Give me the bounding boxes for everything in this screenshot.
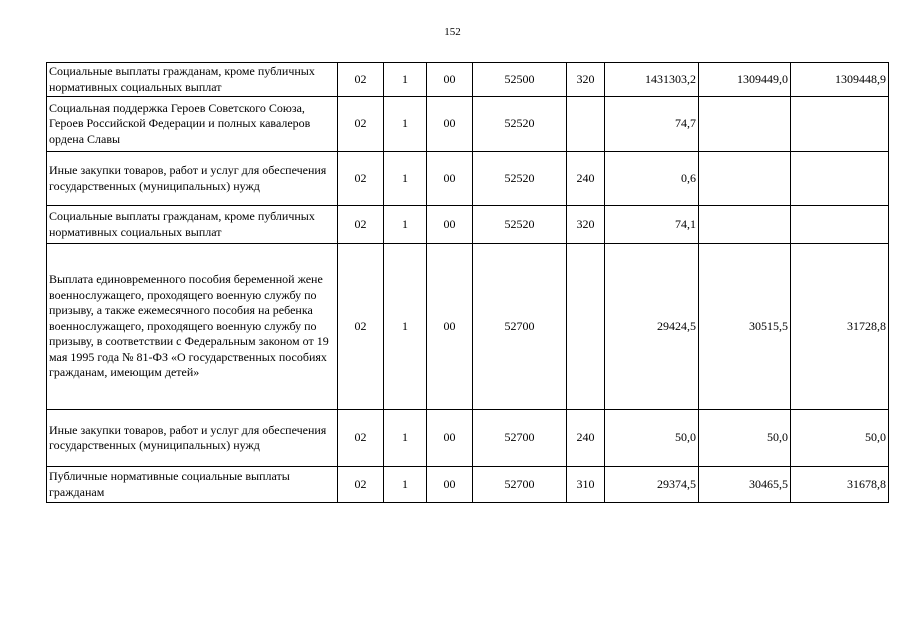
table-row (47, 206, 889, 244)
row-subsection: 1 (384, 152, 427, 206)
row-sum-3: 31728,8 (791, 244, 889, 410)
row-vr (567, 97, 605, 152)
row-sum-3 (791, 97, 889, 152)
table-row (47, 244, 889, 410)
row-program: 00 (427, 63, 473, 97)
row-section: 02 (338, 63, 384, 97)
row-vr: 240 (567, 410, 605, 467)
row-sum-1: 0,6 (605, 152, 699, 206)
row-subsection: 1 (384, 97, 427, 152)
row-sum-2 (699, 152, 791, 206)
row-name: Выплата единовременного пособия беременной жене военнослужащего, проходящего военную службу по призыву, а также ежемесячного пособия на ребенка военнослужащего, проходящего военную службу по призыву, в соответствии с Федеральным законом от 19 мая 1995 года № 81-ФЗ «О государственных пособиях гражданам, имеющим детей» (47, 244, 338, 410)
row-section: 02 (338, 244, 384, 410)
page-number: 152 (444, 26, 461, 38)
row-code: 52700 (473, 244, 567, 410)
row-vr: 240 (567, 152, 605, 206)
row-sum-2 (699, 97, 791, 152)
row-subsection: 1 (384, 63, 427, 97)
row-name: Социальная поддержка Героев Советского Союза, Героев Российской Федерации и полных кавалеров ордена Славы (47, 97, 338, 152)
row-name: Социальные выплаты гражданам, кроме публичных нормативных социальных выплат (47, 63, 338, 97)
row-sum-2: 30465,5 (699, 467, 791, 503)
row-name: Публичные нормативные социальные выплаты гражданам (47, 467, 338, 503)
row-code: 52500 (473, 63, 567, 97)
row-vr: 320 (567, 63, 605, 97)
row-section: 02 (338, 152, 384, 206)
row-name: Социальные выплаты гражданам, кроме публичных нормативных социальных выплат (47, 206, 338, 244)
row-program: 00 (427, 97, 473, 152)
row-program: 00 (427, 410, 473, 467)
row-program: 00 (427, 206, 473, 244)
row-subsection: 1 (384, 467, 427, 503)
row-section: 02 (338, 97, 384, 152)
row-code: 52700 (473, 410, 567, 467)
row-code: 52700 (473, 467, 567, 503)
row-code: 52520 (473, 152, 567, 206)
row-sum-2 (699, 206, 791, 244)
table-row (47, 63, 889, 97)
row-sum-3: 50,0 (791, 410, 889, 467)
row-program: 00 (427, 467, 473, 503)
row-program: 00 (427, 152, 473, 206)
table-row (47, 410, 889, 467)
row-code: 52520 (473, 206, 567, 244)
row-sum-1: 1431303,2 (605, 63, 699, 97)
budget-table (46, 62, 889, 503)
row-sum-1: 74,7 (605, 97, 699, 152)
row-sum-3 (791, 152, 889, 206)
row-code: 52520 (473, 97, 567, 152)
row-section: 02 (338, 206, 384, 244)
row-sum-1: 50,0 (605, 410, 699, 467)
row-sum-1: 74,1 (605, 206, 699, 244)
row-sum-3: 1309448,9 (791, 63, 889, 97)
table-row (47, 97, 889, 152)
row-sum-1: 29424,5 (605, 244, 699, 410)
row-sum-3: 31678,8 (791, 467, 889, 503)
row-name: Иные закупки товаров, работ и услуг для обеспечения государственных (муниципальных) нужд (47, 410, 338, 467)
row-sum-2: 30515,5 (699, 244, 791, 410)
table-row (47, 152, 889, 206)
row-subsection: 1 (384, 410, 427, 467)
row-sum-1: 29374,5 (605, 467, 699, 503)
row-subsection: 1 (384, 206, 427, 244)
row-sum-3 (791, 206, 889, 244)
table-row (47, 467, 889, 503)
row-name: Иные закупки товаров, работ и услуг для обеспечения государственных (муниципальных) нужд (47, 152, 338, 206)
row-subsection: 1 (384, 244, 427, 410)
row-section: 02 (338, 410, 384, 467)
row-vr (567, 244, 605, 410)
row-program: 00 (427, 244, 473, 410)
row-vr: 320 (567, 206, 605, 244)
row-vr: 310 (567, 467, 605, 503)
row-sum-2: 50,0 (699, 410, 791, 467)
row-sum-2: 1309449,0 (699, 63, 791, 97)
row-section: 02 (338, 467, 384, 503)
